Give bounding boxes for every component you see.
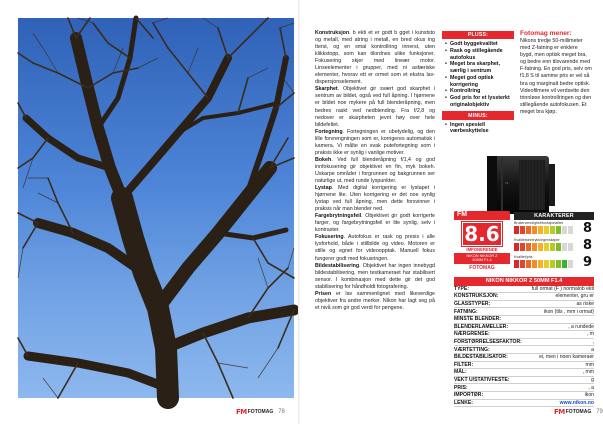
spec-row: [454, 293, 594, 301]
spec-row: [454, 301, 594, 309]
spec-value: , a: [588, 384, 594, 391]
spec-value: ,: [592, 339, 594, 346]
spec-row: [454, 331, 594, 339]
minus-heading: MINUS:: [442, 111, 514, 119]
rating-segment: [526, 243, 531, 251]
rating-row: [514, 220, 594, 237]
fotomag-logo-right: [554, 408, 591, 416]
spec-table: [454, 277, 594, 407]
spec-row: [454, 346, 594, 354]
rating-bar-scale: [514, 226, 573, 234]
rating-segment: [550, 226, 555, 234]
logo-mark: FM: [236, 408, 247, 416]
svg-text:Z: Z: [505, 181, 509, 184]
plus-heading: PLUSS:: [442, 31, 514, 39]
pluss-minus-box: [442, 31, 514, 138]
spec-value: ikon (tils , mm i ormat): [543, 308, 594, 315]
rating-label: Kvalitetsinntrykk/egenskaper: [514, 238, 560, 242]
rating-row: [514, 237, 594, 254]
rating-bar-scale: [514, 260, 573, 268]
paragraph-lead: Fortegning: [315, 128, 343, 135]
spec-row: [454, 324, 594, 332]
logo-text: FOTOMAG: [247, 409, 274, 415]
rating-segment: [520, 260, 525, 268]
spec-link[interactable]: www.nikon.no: [559, 399, 594, 406]
article-paragraph: [315, 263, 435, 291]
paragraph-text: . Autofokus er rask og presis i alle lysforhold, både i stillbilde og video. Motoren er stille og egnet for videoopptak. Manuell fokus fungerer godt med fokusringen.: [315, 234, 435, 262]
spec-row: [454, 286, 594, 294]
paragraph-text: . Objektivet gir godt korrigerte farger, og fargebrytningsfeil er lite synlig, selv i kontraster.: [315, 213, 435, 234]
rating-segment: [526, 226, 531, 234]
score-badge-logo: FM: [457, 211, 468, 218]
spec-key: BLENDERLAMELLER:: [454, 323, 509, 330]
spec-key: FATNING:: [454, 308, 478, 315]
logo-text-right: FOTOMAG: [565, 409, 592, 415]
rating-segment: [520, 243, 525, 251]
page-number-left: 78: [278, 409, 285, 415]
paragraph-lead: Fargebrytningsfeil: [315, 213, 362, 220]
score-product-line1: NIKON NIKKOR Z: [466, 254, 498, 258]
paragraph-lead: Skarphet: [315, 86, 338, 93]
rating-label: Brukervennlighet/funksjonalitet: [514, 221, 563, 225]
fotomag-logo: [236, 408, 273, 416]
rating-segment: [514, 260, 519, 268]
spec-key: GLASSTYPER:: [454, 301, 491, 308]
rating-segment: [550, 243, 555, 251]
article-paragraph: [315, 185, 435, 213]
left-page: [0, 0, 299, 424]
rating-label: Kvalitet/pris: [514, 255, 533, 259]
rating-value: 8: [582, 238, 592, 253]
plus-item: • Meget bra skarphet, særlig i sentrum: [445, 61, 512, 74]
spec-key: FORSTØRRELSESFAKTOR:: [454, 339, 522, 346]
rating-segment: [532, 243, 537, 251]
paragraph-lead: Bildestabilisering: [315, 262, 360, 269]
spec-value: , mm: [582, 369, 594, 376]
paragraph-text: er lav sammenlignet med likeverdige objektiver fra andre merker. Nikon har lagt seg på et nivå som gir god verdi for pengene.: [315, 290, 435, 311]
score-product: [454, 253, 510, 264]
spec-key: FILTER:: [454, 361, 474, 368]
rating-segment: [562, 226, 567, 234]
rating-segment: [538, 243, 543, 251]
rating-segment: [556, 260, 561, 268]
spec-value: mm: [585, 361, 594, 368]
spec-row: [454, 362, 594, 370]
spec-row: [454, 392, 594, 400]
minus-list: [442, 120, 514, 138]
verdict-text: Nikons tredje 50-millimeter med Z-fatning er enklere bygd, men optisk meget bra, og bedre enn tilsvarende med F-fatning. En god pris, selv om f1,8 S til samme pris er vel så bra og marginalt bedre optisk. Videofilmere vil verdsette den trinnløse kontrollringen og den stillegående autofokusen. Et meget bra kjøp.: [520, 38, 592, 115]
spec-key: KONSTRUKSJON:: [454, 293, 499, 300]
spec-value: , a rundede: [568, 323, 594, 330]
spec-value: ikon: [584, 392, 594, 399]
score-product-line2: 50MM F1.4: [472, 258, 492, 263]
spec-key: BILDESTABILISATOR:: [454, 354, 508, 361]
rating-segment: [544, 260, 549, 268]
spec-row: [454, 316, 594, 324]
plus-item: • God pris for et lyssterkt originalobjektiv: [445, 95, 512, 108]
score-fotomag-label: FOTOMAG: [469, 264, 495, 271]
right-footer: [554, 406, 603, 418]
rating-segment: [514, 226, 519, 234]
paragraph-text: . Objektivet har ingen innebygd bildestabilisering, men testkameraet har stabilisert sensor. I kombinasjon med dette gir det god stabilisering for håndholdt fotografering.: [315, 262, 435, 290]
rating-segment: [568, 243, 573, 251]
paragraph-lead: Prisen: [315, 290, 332, 297]
spec-value: as riske: [576, 301, 594, 308]
tree-branches-image: [18, 18, 294, 398]
spec-rows: [454, 286, 594, 408]
tree-photo: [18, 18, 294, 398]
paragraph-text: . Objektivet gir svært god skarphet i sentrum av bildet, også ved full åpning. I hjørnene er bildet noe mykere på full blenderåpning, men bedres raskt ved nedblending. Fra f/2,8 og nedover er skarpheten jevnt høy over hele bildefeltet.: [315, 86, 435, 128]
article-paragraph: [315, 30, 435, 86]
rating-segment: [562, 260, 567, 268]
rating-segment: [556, 226, 561, 234]
spec-value: a: [591, 346, 594, 353]
article-paragraph: [315, 86, 435, 128]
rating-segment: [556, 243, 561, 251]
score-badge-top: [454, 211, 510, 220]
rating-row: [514, 254, 594, 271]
rating-segment: [544, 243, 549, 251]
paragraph-lead: Konstruksjon: [315, 30, 350, 36]
left-footer: [236, 406, 285, 418]
ratings-heading: KARAKTERER: [514, 212, 594, 220]
verdict-title: Fotomag mener:: [520, 30, 572, 37]
plus-item: • Rask og stillegående autofokus: [445, 48, 512, 61]
paragraph-lead: Lystap: [315, 185, 332, 192]
spec-key: LENKE:: [454, 399, 473, 406]
plus-list: [442, 39, 514, 111]
rating-value: 9: [582, 255, 592, 270]
rating-segment: [532, 226, 537, 234]
article-paragraph: [315, 157, 435, 185]
logo-mark-right: FM: [554, 408, 565, 416]
rating-segment: [538, 260, 543, 268]
total-score: 8.6: [462, 222, 502, 246]
spec-key: PRIS:: [454, 384, 468, 391]
minus-item: • Ingen spesiell værbeskyttelse: [445, 122, 512, 135]
plus-item: • Meget god optisk korrigering: [445, 75, 512, 88]
article-body: [315, 30, 435, 402]
ratings-panel: [514, 212, 594, 271]
paragraph-text: . Ved full blenderåpning f/1,4 og god innfokusering gir objektivet en fin, myk bokeh. Uskarpe områder i forgrunnen og bakgrunnen ser naturlige ut, med runde lyspunkter.: [315, 156, 435, 184]
paragraph-text: . b ekti et er godt b gget i kunststo og metall, med atring i metall, en bred okus ing tterst, og en smal kontrollring innerst, uten klikkstopp, som kan tilordnes ulike funksjoner. Fokusering skjer med lineær motor. Linseelementer i grupper, med ni asfæriske elementer, hvorav ett er ormet som et ekstra lav-dispersjonselement.: [315, 30, 435, 86]
rating-segment: [568, 226, 573, 234]
rating-segment: [514, 243, 519, 251]
spec-key: MÅL:: [454, 369, 467, 376]
plus-item: • Godt byggekvalitet: [445, 41, 512, 48]
page-number-right: 79: [596, 409, 603, 415]
article-paragraph: [315, 213, 435, 234]
paragraph-text: . Fortegningen er ubetydelig, og den lille forvrengningen som er, korrigeres automatisk i kamera. Vi målte en svak putefortegning som i praksis ikke er synlig i vanlige motiver.: [315, 128, 435, 156]
rating-segment: [550, 260, 555, 268]
score-badge: [454, 211, 510, 271]
spec-value: ei, men i noen kameraer: [539, 354, 594, 361]
spec-row: [454, 354, 594, 362]
plus-item: • Kontrollring: [445, 88, 512, 95]
spec-row: [454, 369, 594, 377]
article-paragraph: [315, 129, 435, 157]
rating-segment: [520, 226, 525, 234]
ratings-rows: [514, 220, 594, 271]
rating-bar-scale: [514, 243, 573, 251]
paragraph-lead: Bokeh: [315, 156, 332, 163]
spec-row: [454, 308, 594, 316]
rating-segment: [568, 260, 573, 268]
rating-segment: [562, 243, 567, 251]
lens-product-image: [465, 150, 575, 218]
score-verdict: IMPONERENDE: [466, 247, 498, 252]
spec-key: IMPORTØR:: [454, 392, 484, 399]
spec-key: MINSTE BLENDER:: [454, 316, 501, 323]
spec-key: TYPE:: [454, 285, 470, 292]
verdict-column: [520, 30, 592, 116]
paragraph-lead: Fokusering: [315, 234, 344, 241]
spec-key: NÆRGRENSE:: [454, 331, 490, 338]
spec-value: g: [591, 377, 594, 384]
spec-title: NIKON NIKKOR Z 50MM F1.4: [454, 277, 594, 286]
spec-key: VEKT U/STATIVFESTE:: [454, 377, 510, 384]
spec-value: elementer, gru er: [555, 293, 594, 300]
spec-key: VÆRTETTING:: [454, 346, 490, 353]
spec-row: [454, 377, 594, 385]
spec-value: , m: [586, 331, 594, 338]
spec-row: [454, 339, 594, 347]
rating-segment: [526, 260, 531, 268]
paragraph-text: . Med digital korrigering er lystapet i hjørnene lite. Uten korrigering er det noe synlig lystap ved full åpning, men dette forsvinner i praksis når man blender ned.: [315, 185, 435, 213]
spec-row: [454, 384, 594, 392]
article-paragraph: [315, 234, 435, 262]
rating-segment: [532, 260, 537, 268]
rating-segment: [544, 226, 549, 234]
article-paragraph: [315, 291, 435, 312]
rating-value: 8: [582, 221, 592, 236]
spec-value: full ormat (F ) normalob ekti: [531, 285, 594, 292]
rating-segment: [538, 226, 543, 234]
